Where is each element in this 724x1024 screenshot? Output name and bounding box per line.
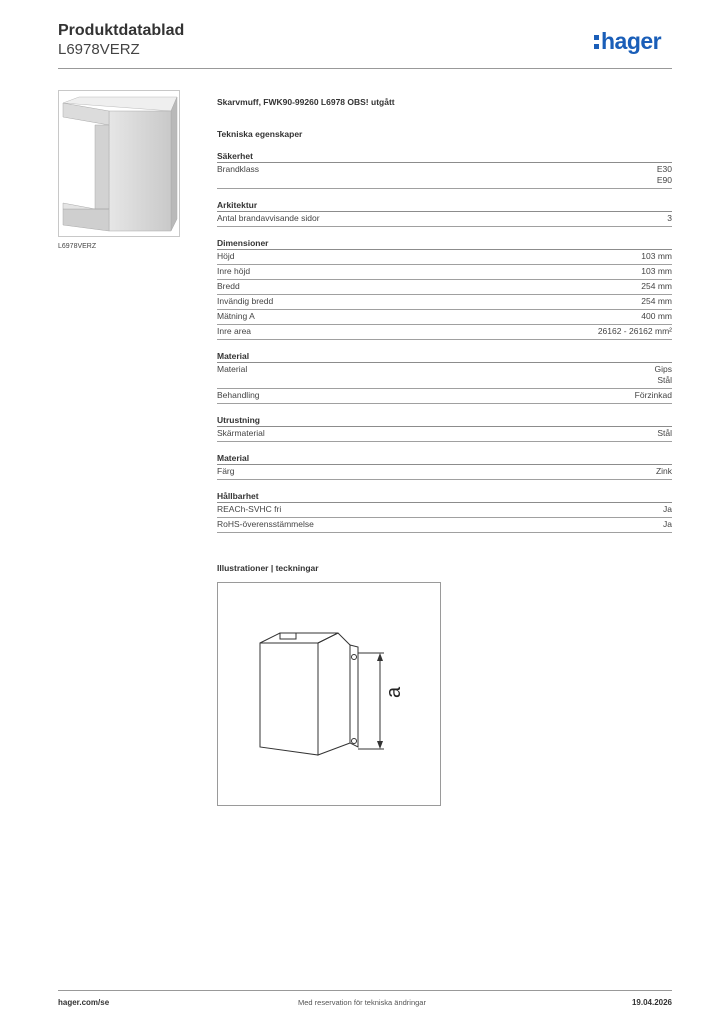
- spec-label: Inre area: [217, 326, 252, 336]
- spec-section: [217, 150, 672, 189]
- image-caption: L6978VERZ: [58, 243, 97, 250]
- spec-row: [217, 503, 672, 518]
- spec-value: Stål: [657, 428, 672, 438]
- section-title: Dimensioner: [217, 237, 672, 250]
- spec-label: Antal brandavvisande sidor: [217, 213, 320, 223]
- footer-date: 19.04.2026: [631, 998, 672, 1007]
- spec-value: 26162 - 26162 mm²: [597, 326, 672, 336]
- section-title: Arkitektur: [217, 199, 672, 212]
- spec-label: Behandling: [217, 390, 260, 400]
- technical-properties-heading: Tekniska egenskaper: [217, 129, 303, 139]
- spec-values: [657, 164, 672, 186]
- spec-values: [667, 213, 672, 224]
- dimension-label: a: [383, 686, 405, 698]
- spec-section: [217, 350, 672, 404]
- spec-label: Skärmaterial: [217, 428, 265, 438]
- spec-row: [217, 363, 672, 389]
- technical-drawing: [217, 582, 441, 806]
- spec-value: Förzinkad: [634, 390, 672, 400]
- spec-values: [635, 390, 672, 401]
- spec-values: [655, 364, 672, 386]
- logo-dots-icon: [594, 33, 599, 51]
- spec-values: [663, 504, 672, 515]
- spec-row: [217, 389, 672, 404]
- spec-value: E90: [656, 175, 672, 185]
- spec-section: [217, 199, 672, 227]
- hager-logo: [594, 30, 661, 53]
- spec-label: Invändig bredd: [217, 296, 274, 306]
- logo-text: hager: [601, 28, 662, 54]
- spec-value: 400 mm: [641, 311, 672, 321]
- spec-values: [656, 466, 672, 477]
- spec-values: [663, 519, 672, 530]
- spec-section: [217, 452, 672, 480]
- page-title: Produktdatablad: [58, 22, 185, 39]
- spec-section: [217, 490, 672, 533]
- spec-label: Brandklass: [217, 164, 260, 174]
- spec-value: Zink: [655, 466, 672, 476]
- product-image: [58, 90, 180, 237]
- footer-disclaimer: Med reservation för tekniska ändringar: [298, 998, 426, 1007]
- spec-section: [217, 237, 672, 340]
- spec-value: 254 mm: [641, 281, 672, 291]
- spec-row: [217, 427, 672, 442]
- spec-label: Material: [217, 364, 248, 374]
- spec-sections: [217, 150, 672, 533]
- spec-values: [641, 266, 672, 277]
- spec-value: Ja: [663, 504, 672, 514]
- product-details: [217, 96, 672, 533]
- footer-website[interactable]: hager.com/se: [58, 998, 110, 1007]
- spec-label: Inre höjd: [217, 266, 251, 276]
- footer-divider: [58, 990, 672, 991]
- product-description: Skarvmuff, FWK90-99260 L6978 OBS! utgått: [217, 97, 395, 107]
- spec-value: 103 mm: [641, 251, 672, 261]
- spec-value: 103 mm: [641, 266, 672, 276]
- spec-label: RoHS-överensstämmelse: [217, 519, 314, 529]
- spec-value: Ja: [663, 519, 672, 529]
- spec-values: [657, 428, 672, 439]
- spec-row: [217, 250, 672, 265]
- spec-value: Stål: [657, 375, 672, 385]
- spec-section: [217, 414, 672, 442]
- spec-row: [217, 295, 672, 310]
- spec-value: E30: [656, 164, 672, 174]
- spec-value: 254 mm: [641, 296, 672, 306]
- section-title: Säkerhet: [217, 150, 672, 163]
- spec-label: Mätning A: [217, 311, 255, 321]
- spec-row: [217, 465, 672, 480]
- spec-row: [217, 212, 672, 227]
- spec-label: Höjd: [217, 251, 235, 261]
- spec-row: [217, 265, 672, 280]
- spec-row: [217, 518, 672, 533]
- section-title: Material: [217, 452, 672, 465]
- spec-value: 3: [667, 213, 672, 223]
- spec-values: [641, 311, 672, 322]
- spec-values: [641, 296, 672, 307]
- section-title: Utrustning: [217, 414, 672, 427]
- spec-row: [217, 310, 672, 325]
- spec-label: Färg: [217, 466, 235, 476]
- spec-values: [641, 281, 672, 292]
- spec-row: [217, 280, 672, 295]
- spec-row: [217, 163, 672, 189]
- illustrations-heading: Illustrationer | teckningar: [217, 563, 319, 573]
- product-photo-icon: [59, 91, 179, 236]
- spec-values: [641, 251, 672, 262]
- section-title: Material: [217, 350, 672, 363]
- technical-drawing-icon: [218, 583, 440, 805]
- spec-label: Bredd: [217, 281, 240, 291]
- product-code: L6978VERZ: [58, 41, 140, 58]
- spec-values: [598, 326, 672, 337]
- spec-row: [217, 325, 672, 340]
- section-title: Hållbarhet: [217, 490, 672, 503]
- spec-label: REACh-SVHC fri: [217, 504, 282, 514]
- spec-value: Gips: [654, 364, 672, 374]
- header-divider: [58, 68, 672, 69]
